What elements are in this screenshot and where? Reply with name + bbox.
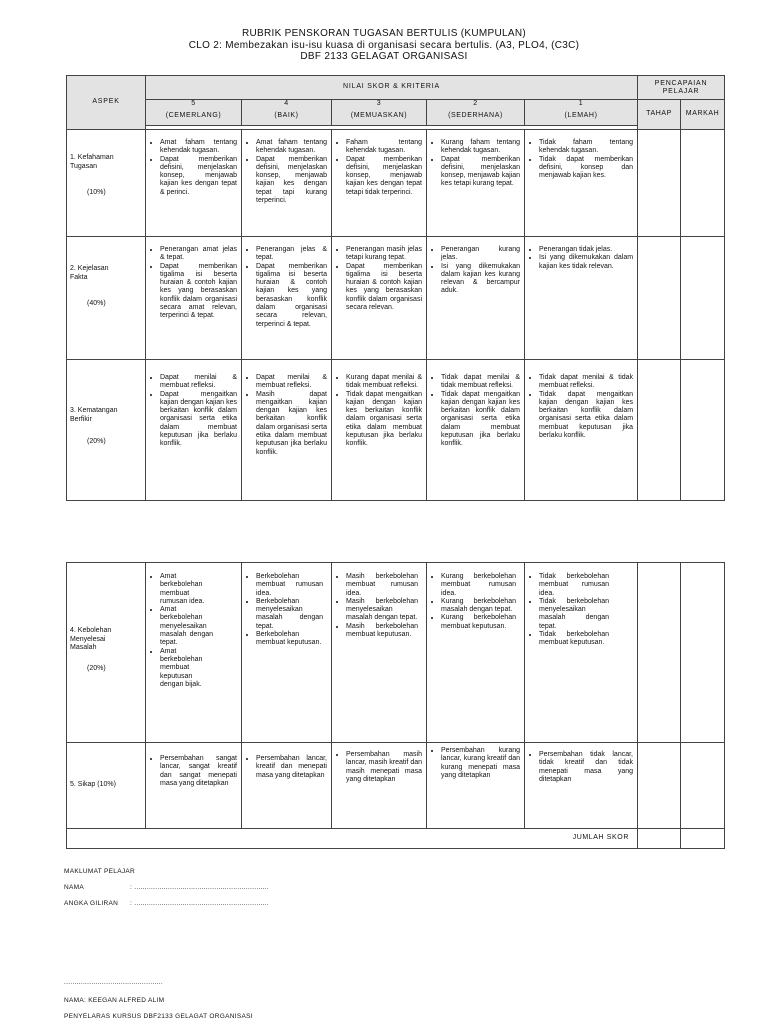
table-row (67, 237, 725, 360)
criteria-cell (525, 563, 638, 743)
rubric-title: RUBRIK PENSKORAN TUGASAN BERTULIS (KUMPULAN) (242, 28, 526, 39)
aspect-name: 5. Sikap (10%) (70, 781, 116, 789)
coordinator-name: NAMA: KEEGAN ALFRED ALIM (64, 997, 165, 1004)
criteria-item: • Tidak berkebolehan menyelesaikan masalah dengan tepat. (539, 598, 609, 631)
jumlah-skor-label: JUMLAH SKOR (67, 829, 638, 849)
criteria-item: • Tidak berkebolehan membuat rumusan idea. (539, 573, 609, 598)
criteria-item: • Dapat menilai & membuat refleksi. (256, 374, 327, 391)
criteria-item: • Penerangan masih jelas tetapi kurang tepat. (346, 246, 422, 263)
document-header (0, 28, 768, 63)
criteria-cell (332, 360, 427, 501)
criteria-item: • Tidak dapat mengaitkan kajian dengan kajian kes berkaitan konflik dalam organisasi serta etika dalam membuat keputusan jika berlaku konflik. (539, 391, 633, 441)
criteria-cell (146, 743, 242, 829)
level-score: 2 (473, 100, 478, 107)
criteria-item: • Dapat memberikan defisini, menjelaskan konsep, menjawab kajian kes dengan tepat & perinci. (160, 156, 237, 197)
criteria-item: • Masih dapat mengaitkan kajian dengan kajian kes berkaitan konflik dalam organisasi serta etika dalam membuat keputusan jika berlaku konflik. (256, 391, 327, 457)
criteria-item: • Amat berkebolehan membuat rumusan idea. (160, 573, 213, 606)
criteria-item: • Persembahan lancar, kreatif dan menepati masa yang ditetapkan (256, 755, 327, 780)
criteria-cell (332, 237, 427, 360)
criteria-item: • Isi yang dikemukakan dalam kajian kes tidak relevan. (539, 254, 633, 271)
criteria-item: • Persembahan tidak lancar, tidak kreatif dan tidak menepati masa yang ditetapkan (539, 751, 633, 784)
level-header (242, 100, 332, 126)
aspect-weight: (40%) (87, 300, 106, 307)
criteria-cell (427, 237, 525, 360)
criteria-item: • Tidak dapat mengaitkan kajian dengan kajian kes berkaitan konflik dalam organisasi serta etika dalam membuat keputusan jika berlaku konflik. (441, 391, 520, 449)
criteria-cell (242, 130, 332, 237)
tahap-cell[interactable] (638, 360, 681, 501)
criteria-item: • Tidak dapat mengaitkan kajian dengan kajian kes berkaitan konflik dalam organisasi serta etika dalam membuat keputusan jika berlaku konflik. (346, 391, 422, 449)
criteria-cell (332, 743, 427, 829)
criteria-cell (146, 130, 242, 237)
criteria-cell (332, 130, 427, 237)
maklumat-pelajar-label: MAKLUMAT PELAJAR (64, 868, 136, 875)
criteria-item: • Dapat memberikan defisini, menjelaskan konsep, menjawab kajian kes dengan tepat tapi kurang terperinci. (256, 156, 327, 206)
criteria-item: • Dapat memberikan tigalima isi beserta huraian & contoh kajian kes yang berasaskan konflik dalam organisasi secara relevan, terperinci & tepat. (256, 263, 327, 329)
criteria-cell (525, 237, 638, 360)
criteria-cell (146, 237, 242, 360)
markah-cell[interactable] (681, 563, 725, 743)
pencapaian-header: PENCAPAIAN PELAJAR (638, 76, 725, 100)
clo-statement: CLO 2: Membezakan isu-isu kuasa di organisasi secara bertulis. (A3, PLO4, (C3C) (188, 39, 580, 51)
criteria-item: • Tidak dapat menilai & tidak membuat refleksi. (441, 374, 520, 391)
rubric-table-part2 (66, 562, 725, 849)
tahap-cell[interactable] (638, 130, 681, 237)
criteria-cell (525, 360, 638, 501)
level-name: (MEMUASKAN) (350, 112, 408, 120)
criteria-item: • Masih berkebolehan membuat rumusan idea. (346, 573, 418, 598)
criteria-item: • Penerangan tidak jelas. (539, 246, 633, 254)
level-header (332, 100, 427, 126)
criteria-item: • Berkebolehan menyelesaikan masalah dengan tepat. (256, 598, 323, 631)
aspect-cell (67, 237, 146, 360)
criteria-item: • Amat berkebolehan menyelesaikan masalah dengan tepat. (160, 606, 213, 647)
criteria-item: • Kurang berkebolehan masalah dengan tepat. (441, 598, 516, 615)
criteria-item: • Dapat memberikan tigalima isi beserta huraian & contoh kajian kes yang berasaskan konflik dalam organisasi secara relevan. (346, 263, 422, 313)
criteria-cell (427, 360, 525, 501)
level-name: (SEDERHANA) (448, 112, 503, 120)
criteria-cell (332, 563, 427, 743)
markah-cell[interactable] (681, 743, 725, 829)
markah-header: MARKAH (681, 100, 725, 130)
aspect-cell (67, 360, 146, 501)
criteria-item: • Dapat memberikan defisini, menjelaskan konsep, menjawab kajian kes dengan tepat tetapi tidak terperinci. (346, 156, 422, 197)
signature-line: ............................................... (64, 979, 163, 986)
aspect-cell (67, 743, 146, 829)
criteria-item: • Masih berkebolehan membuat keputusan. (346, 623, 418, 640)
criteria-cell (146, 563, 242, 743)
level-name: (LEMAH) (564, 112, 598, 120)
aspect-name: 4. Kebolehan Menyelesai Masalah (70, 627, 112, 651)
coordinator-role: PENYELARAS KURSUS DBF2133 GELAGAT ORGANISASI (64, 1013, 253, 1020)
criteria-item: • Persembahan masih lancar, masih kreatif dan masih menepati masa yang ditetapkan (346, 751, 422, 784)
criteria-cell (146, 360, 242, 501)
criteria-item: • Faham tentang kehendak tugasan. (346, 139, 422, 156)
criteria-cell (242, 563, 332, 743)
aspect-name: 3. Kematangan Berfikir (70, 407, 118, 423)
criteria-item: • Persembahan sangat lancar, sangat kreatif dan sangat menepati masa yang ditetapkan (160, 755, 237, 788)
aspect-name: 1. Kefahaman Tugasan (70, 154, 114, 170)
rubric-table-part1 (66, 75, 725, 501)
criteria-cell (427, 743, 525, 829)
table-row (67, 829, 725, 849)
table-row (67, 563, 725, 743)
criteria-cell (427, 563, 525, 743)
criteria-item: • Isi yang dikemukakan dalam kajian kes kurang relevan & bercampur aduk. (441, 263, 520, 296)
markah-cell[interactable] (681, 360, 725, 501)
course-name: DBF 2133 GELAGAT ORGANISASI (300, 51, 468, 62)
level-score: 4 (284, 100, 289, 107)
criteria-item: • Persembahan kurang lancar, kurang kreatif dan kurang menepati masa yang ditetapkan (441, 747, 520, 780)
level-header (427, 100, 525, 126)
tahap-cell[interactable] (638, 563, 681, 743)
criteria-item: • Masih berkebolehan menyelesaikan masalah dengan tepat. (346, 598, 418, 623)
criteria-item: • Dapat memberikan defisini, menjelaskan konsep, menjawab kajian kes tetapi kurang tepat. (441, 156, 520, 189)
criteria-item: • Kurang dapat menilai & tidak membuat refleksi. (346, 374, 422, 391)
criteria-cell (525, 130, 638, 237)
level-name: (BAIK) (274, 112, 299, 120)
criteria-item: • Kurang berkebolehan membuat rumusan idea. (441, 573, 516, 598)
criteria-item: • Tidak dapat menilai & tidak membuat refleksi. (539, 374, 633, 391)
criteria-item: • Tidak faham tentang kehendak tugasan. (539, 139, 633, 156)
aspect-weight: (20%) (87, 438, 106, 445)
level-score: 5 (191, 100, 196, 107)
aspek-header: ASPEK (67, 76, 146, 130)
level-header (525, 100, 638, 126)
criteria-cell (427, 130, 525, 237)
criteria-cell (242, 360, 332, 501)
level-score: 1 (578, 100, 584, 107)
table-row (67, 130, 725, 237)
tahap-cell[interactable] (638, 743, 681, 829)
level-header (146, 100, 242, 126)
criteria-cell (242, 237, 332, 360)
criteria-item: • Berkebolehan membuat keputusan. (256, 631, 323, 648)
aspect-weight: (10%) (87, 189, 106, 196)
tahap-cell[interactable] (638, 237, 681, 360)
criteria-item: • Dapat memberikan tigalima isi beserta huraian & contoh kajian kes yang berasaskan konflik dalam organisasi secara amat relevan, terperinci & tepat. (160, 263, 237, 321)
tahap-total-cell[interactable] (638, 829, 681, 849)
criteria-item: • Berkebolehan membuat rumusan idea. (256, 573, 323, 598)
criteria-item: • Dapat mengaitkan kajian dengan kajian kes berkaitan konflik dalam organisasi serta etika dalam membuat keputusan jika berlaku konflik. (160, 391, 237, 449)
aspect-cell (67, 130, 146, 237)
aspect-cell (67, 563, 146, 743)
tahap-header: TAHAP (638, 100, 681, 130)
angka-giliran-label: ANGKA GILIRAN (64, 900, 119, 907)
criteria-item: • Kurang faham tentang kehendak tugasan. (441, 139, 520, 156)
nama-label: NAMA (64, 884, 84, 891)
level-name: (CEMERLANG) (165, 112, 222, 120)
criteria-item: • Penerangan jelas & tepat. (256, 246, 327, 263)
aspect-weight: (20%) (87, 664, 106, 672)
criteria-item: • Penerangan amat jelas & tepat. (160, 246, 237, 263)
markah-cell[interactable] (681, 130, 725, 237)
table-row (67, 360, 725, 501)
nilai-skor-header: NILAI SKOR & KRITERIA (146, 76, 638, 100)
criteria-item: • Penerangan kurang jelas. (441, 246, 520, 263)
criteria-item: • Amat faham tentang kehendak tugasan. (256, 139, 327, 156)
nama-field[interactable]: : ................................................................ (130, 884, 269, 891)
table-row (67, 743, 725, 829)
criteria-item: • Tidak dapat memberikan defisini, konsep dan menjawab kajian kes. (539, 156, 633, 181)
markah-total-cell[interactable] (681, 829, 725, 849)
criteria-cell (242, 743, 332, 829)
criteria-cell (525, 743, 638, 829)
markah-cell[interactable] (681, 237, 725, 360)
criteria-item: • Kurang berkebolehan membuat keputusan. (441, 614, 516, 631)
angka-giliran-field[interactable]: : ................................................................ (130, 900, 269, 907)
aspect-name: 2. Kejelasan Fakta (70, 265, 109, 281)
criteria-item: • Tidak berkebolehan membuat keputusan. (539, 631, 609, 648)
criteria-item: • Amat faham tentang kehendak tugasan. (160, 139, 237, 156)
level-score: 3 (376, 100, 382, 107)
criteria-item: • Dapat menilai & membuat refleksi. (160, 374, 237, 391)
criteria-item: • Amat berkebolehan membuat keputusan dengan bijak. (160, 648, 213, 689)
